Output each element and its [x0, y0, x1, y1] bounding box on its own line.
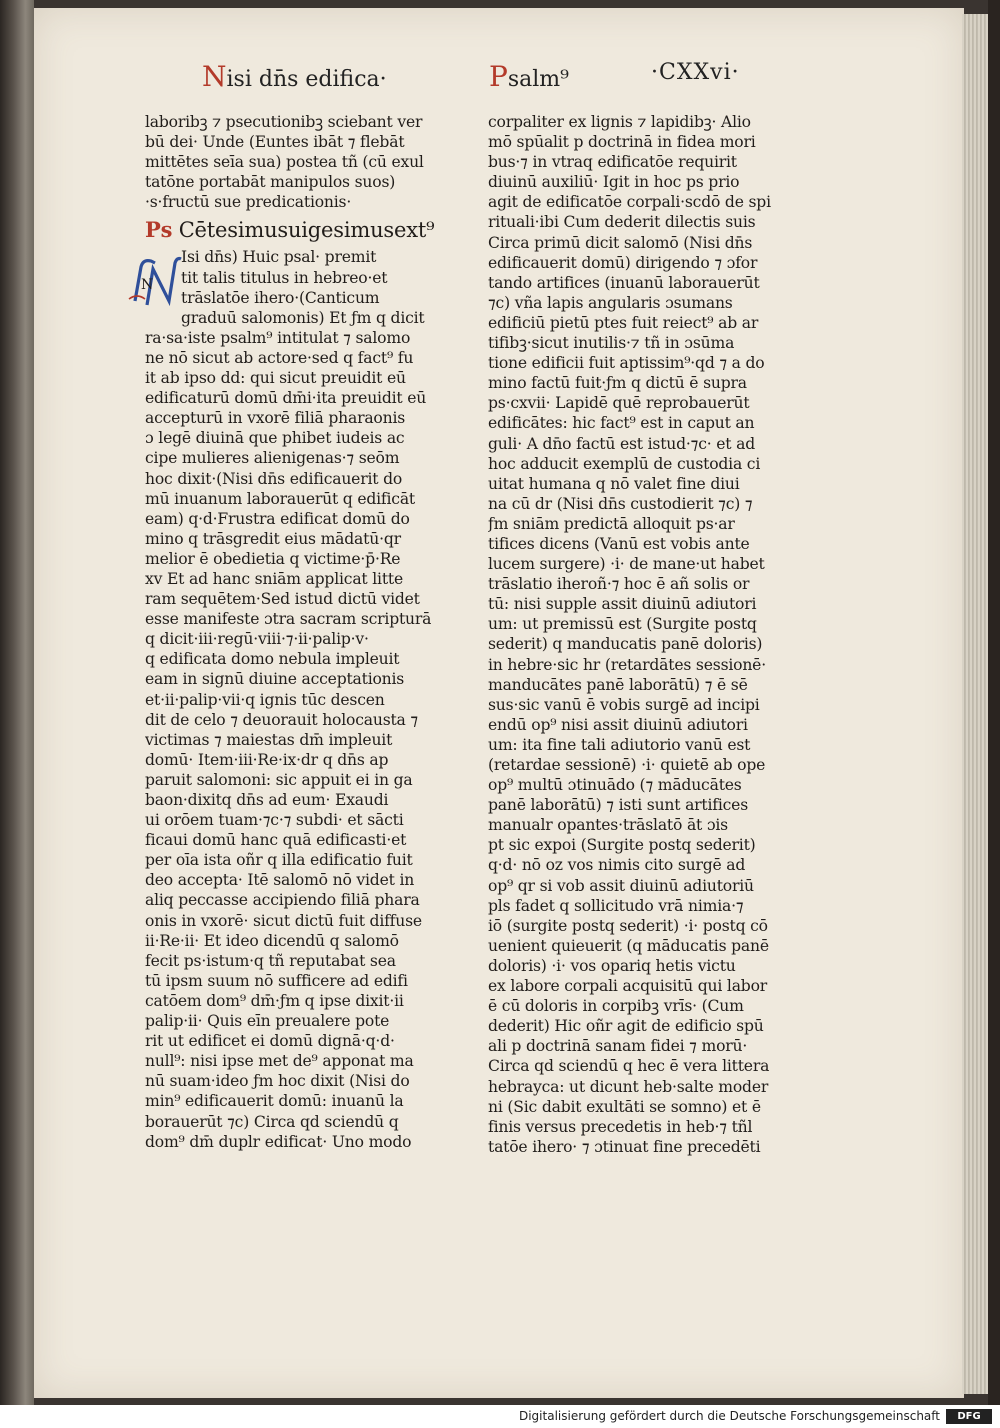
- text-line: tit talis titulus in hebreo·et: [181, 268, 388, 287]
- text-line: ficaui domū hanc quā edificasti·et: [145, 831, 407, 850]
- text-line: eam) q·d·Frustra edificat domū do: [145, 509, 410, 528]
- section-head-text: Cētesimusuigesimusext⁹: [172, 218, 435, 243]
- text-line: endū op⁹ nisi assit diuinū adiutori: [488, 715, 748, 734]
- text-line: trāslatōe ihero·(Canticum: [181, 288, 380, 307]
- right-column-lines: [488, 112, 783, 1157]
- text-line: cipe mulieres alienigenas·⁊ seōm: [145, 449, 400, 468]
- text-line: it ab ipso dd: qui sicut preuidit eū: [145, 369, 406, 388]
- left-column-body-lines: [145, 328, 435, 1152]
- text-line: uitat humana q nō valet fine diui: [488, 474, 740, 493]
- initial-indented-lines: [145, 247, 435, 327]
- text-line: diuinū auxiliū· Igit in hoc ps prio: [488, 173, 740, 192]
- text-line: doloris) ·i· vos opariq hetis victu: [488, 956, 736, 975]
- text-line: mittētes seīa sua) postea tñ (cū exul: [145, 153, 424, 172]
- section-head-prefix: Ps: [145, 217, 173, 243]
- text-line: na cū dr (Nisi dn̄s custodierit ⁊c) ⁊: [488, 494, 753, 513]
- text-line: edificātes: hic fact⁹ est in caput an: [488, 414, 755, 433]
- text-line: ni (Sic dabit exultāti se somno) et ē: [488, 1097, 761, 1116]
- header-rubric-initial: N: [202, 60, 227, 93]
- text-line: guli· A dn̄o factū est istud·⁊c· et ad: [488, 434, 755, 453]
- text-line: agit de edificatōe corpali·scdō de spi: [488, 193, 771, 212]
- text-line: op⁹ multū ɔtinuādo (⁊ māducātes: [488, 776, 742, 795]
- text-line: ii·Re·ii· Et ideo dicendū q salomō: [145, 931, 399, 950]
- text-line: rit ut edificet ei domū dignā·q·d·: [145, 1032, 395, 1051]
- text-line: pt sic expoi (Surgite postq sederit): [488, 836, 756, 855]
- text-line: finis versus precedetis in heb·⁊ tñl: [488, 1117, 753, 1136]
- text-line: palip·ii· Quis eīn preualere pote: [145, 1012, 390, 1031]
- text-line: sus·sic vanū ē vobis surgē ad incipi: [488, 695, 760, 714]
- text-line: bus·⁊ in vtraq edificatōe requirit: [488, 153, 737, 172]
- initial-paragraph: [141, 247, 435, 327]
- facing-page-edge: [0, 0, 34, 1405]
- text-line: sederit) q manducatis panē doloris): [488, 635, 763, 654]
- text-line: tando artifices (inuanū laborauerūt: [488, 273, 760, 292]
- text-line: tifibꝫ·sicut inutilis·⁊ tñ in ɔsūma: [488, 334, 735, 353]
- text-line: victimas ⁊ maiestas dm̄ impleuit: [145, 730, 393, 749]
- text-line: q edificata domo nebula impleuit: [145, 650, 400, 669]
- text-line: borauerūt ⁊c) Circa qd sciendū q: [145, 1112, 399, 1131]
- text-line: mino q trāsgredit eius mādatū·qr: [145, 529, 401, 548]
- text-line: manualr opantes·trāslatō āt ɔis: [488, 816, 728, 835]
- text-line: trāslatio iheroñ·⁊ hoc ē añ solis or: [488, 575, 750, 594]
- text-line: min⁹ edificauerit domū: inuanū la: [145, 1092, 404, 1111]
- text-line: q·d· nō oz vos nimis cito surgē ad: [488, 856, 746, 875]
- text-line: edificauerit domū) dirigendo ⁊ ɔfor: [488, 253, 758, 272]
- text-line: pls fadet q sollicitudo vrā nimia·⁊: [488, 896, 744, 915]
- page-stack-edge: [962, 14, 988, 1394]
- text-line: graduū salomonis) Et ƒm q dicit: [181, 308, 425, 327]
- text-line: ui orōem tuam·⁊c·⁊ subdi· et sācti: [145, 811, 404, 830]
- text-line: edificiū pietū ptes fuit reiect⁹ ab ar: [488, 313, 759, 332]
- text-line: lucem surgere) ·i· de mane·ut habet: [488, 555, 765, 574]
- footer-credit: Digitalisierung gefördert durch die Deutsche Forschungsgemeinschaft: [518, 1409, 940, 1423]
- text-line: iō (surgite postq sederit) ·i· postq cō: [488, 916, 768, 935]
- text-line: ƒm sniām predictā alloquit ps·ar: [488, 514, 735, 533]
- text-line: Circa primū dicit salomō (Nisi dn̄s: [488, 233, 753, 252]
- text-line: ra·sa·iste psalm⁹ intitulat ⁊ salomo: [145, 328, 411, 347]
- text-line: edificaturū domū dm̄i·ita preuidit eū: [145, 389, 427, 408]
- text-line: (retardae sessionē) ·i· quietē ab ope: [488, 756, 766, 774]
- right-text-column: [488, 112, 783, 1157]
- text-line: Circa qd sciendū q hec ē vera littera: [488, 1057, 770, 1076]
- folio-number: ·CXXvi·: [651, 60, 740, 85]
- text-line: deo accepta· Itē salomō nō videt in: [145, 871, 415, 890]
- text-line: corpaliter ex lignis ⁊ lapidibꝫ· Alio: [488, 113, 751, 131]
- text-line: ɔ legē diuinā que phibet iudeis ac: [145, 429, 405, 448]
- text-line: dit de celo ⁊ deuorauit holocausta ⁊: [145, 710, 418, 729]
- text-line: baon·dixitq dn̄s ad eum· Exaudi: [145, 791, 389, 809]
- header-center-initial: P: [489, 60, 508, 93]
- text-line: mino factū fuit·ƒm q dictū ē supra: [488, 374, 747, 393]
- text-line: um: ut premissū est (Surgite postq: [488, 615, 757, 634]
- text-line: ne nō sicut ab actore·sed q fact⁹ fu: [145, 348, 414, 367]
- text-line: esse manifeste ɔtra sacram scripturā: [145, 610, 432, 629]
- text-line: eam in signū diuine acceptationis: [145, 670, 405, 689]
- text-line: et·ii·palip·vii·q ignis tūc descen: [145, 690, 385, 709]
- text-line: op⁹ qr si vob assit diuinū adiutoriū: [488, 876, 754, 895]
- text-line: melior ē obedietia q victime·p̄·Re: [145, 549, 401, 568]
- text-line: tū ipsm suum nō sufficere ad edifi: [145, 971, 408, 990]
- text-line: bū dei· Unde (Euntes ibāt ⁊ flebāt: [145, 133, 405, 152]
- header-left-title: [202, 60, 387, 93]
- text-line: mō spūalit p doctrinā in fidea mori: [488, 133, 756, 152]
- text-line: onis in vxorē· sicut dictū fuit diffuse: [145, 911, 422, 930]
- text-line: fecit ps·istum·q tñ reputabat sea: [145, 951, 396, 970]
- initial-guide-letter: N: [141, 277, 154, 294]
- header-center-text: salm⁹: [507, 67, 569, 92]
- text-line: panē laborātū) ⁊ isti sunt artifices: [488, 796, 749, 815]
- text-line: ps·cxvii· Lapidē quē reprobauerūt: [488, 394, 750, 413]
- text-line: mū inuanum laborauerūt q edificāt: [145, 489, 415, 508]
- text-line: hoc adducit exemplū de custodia ci: [488, 454, 761, 473]
- decorated-initial-icon: [125, 249, 183, 309]
- text-line: ali p doctrinā sanam fidei ⁊ morū·: [488, 1037, 748, 1056]
- footer-bar: [0, 1405, 1000, 1428]
- text-line: hoc dixit·(Nisi dn̄s edificauerit do: [145, 469, 403, 488]
- psalm-section-heading: [145, 213, 435, 247]
- text-line: nū suam·ideo ƒm hoc dixit (Nisi do: [145, 1072, 410, 1091]
- text-line: ē cū doloris in corpibꝫ vrīs· (Cum: [488, 997, 744, 1016]
- text-line: catōem dom⁹ dm̄·ƒm q ipse dixit·ii: [145, 991, 404, 1010]
- text-line: tione edificii fuit aptissim⁹·qd ⁊ a do: [488, 354, 765, 373]
- text-line: accepturū in vxorē filiā pharaonis: [145, 409, 406, 428]
- text-line: ram sequētem·Sed istud dictū videt: [145, 590, 420, 609]
- text-line: ·s·fructū sue predicationis·: [145, 193, 352, 212]
- text-line: in hebre·sic hr (retardātes sessionē·: [488, 655, 766, 674]
- text-line: ⁊c) vña lapis angularis ɔsumans: [488, 293, 733, 312]
- text-line: rituali·ibi Cum dederit dilectis suis: [488, 213, 756, 232]
- text-line: tatōe ihero· ⁊ ɔtinuat fine precedēti: [488, 1137, 761, 1156]
- text-line: laboribꝫ ⁊ psecutionibꝫ sciebant ver: [145, 113, 423, 131]
- header-center-title: [489, 60, 569, 93]
- text-line: tatōne portabāt manipulos suos): [145, 173, 396, 192]
- text-line: um: ita fine tali adiutorio vanū est: [488, 735, 751, 754]
- text-line: domū· Item·iii·Re·ix·dr q dn̄s ap: [145, 750, 389, 769]
- text-line: tū: nisi supple assit diuinū adiutori: [488, 595, 757, 614]
- text-line: manducātes panē laborātū) ⁊ ē sē: [488, 675, 748, 694]
- text-line: uenient quieuerit (q māducatis panē: [488, 936, 769, 955]
- text-line: tifices dicens (Vanū est vobis ante: [488, 534, 750, 553]
- text-line: xv Et ad hanc sniām applicat litte: [145, 569, 403, 588]
- text-line: dom⁹ dm̄ duplr edificat· Uno modo: [145, 1132, 412, 1151]
- text-line: aliq peccasse accipiendo filiā phara: [145, 891, 420, 910]
- running-header: [34, 60, 964, 100]
- book-page: [34, 8, 964, 1398]
- text-line: null⁹: nisi ipse met de⁹ apponat ma: [145, 1052, 414, 1071]
- text-line: paruit salomoni: sic appuit ei in ga: [145, 770, 413, 789]
- text-line: q dicit·iii·regū·viii·⁊·ii·palip·v·: [145, 630, 369, 649]
- text-line: Isi dn̄s) Huic psal· premit: [181, 248, 377, 267]
- text-line: dederit) Hic oñr agit de edificio spū: [488, 1017, 764, 1036]
- book-cover-edge: [988, 0, 1000, 1405]
- left-column-top-lines: [145, 112, 435, 212]
- text-line: per oīa ista oñr q illa edificatio fuit: [145, 851, 413, 870]
- text-line: hebrayca: ut dicunt heb·salte moder: [488, 1077, 769, 1096]
- header-left-text: isi dn̄s edifica·: [226, 67, 387, 92]
- dfg-logo: DFG: [946, 1409, 992, 1424]
- text-line: ex labore corpali acquisitū qui labor: [488, 977, 768, 996]
- left-text-column: [141, 112, 435, 1152]
